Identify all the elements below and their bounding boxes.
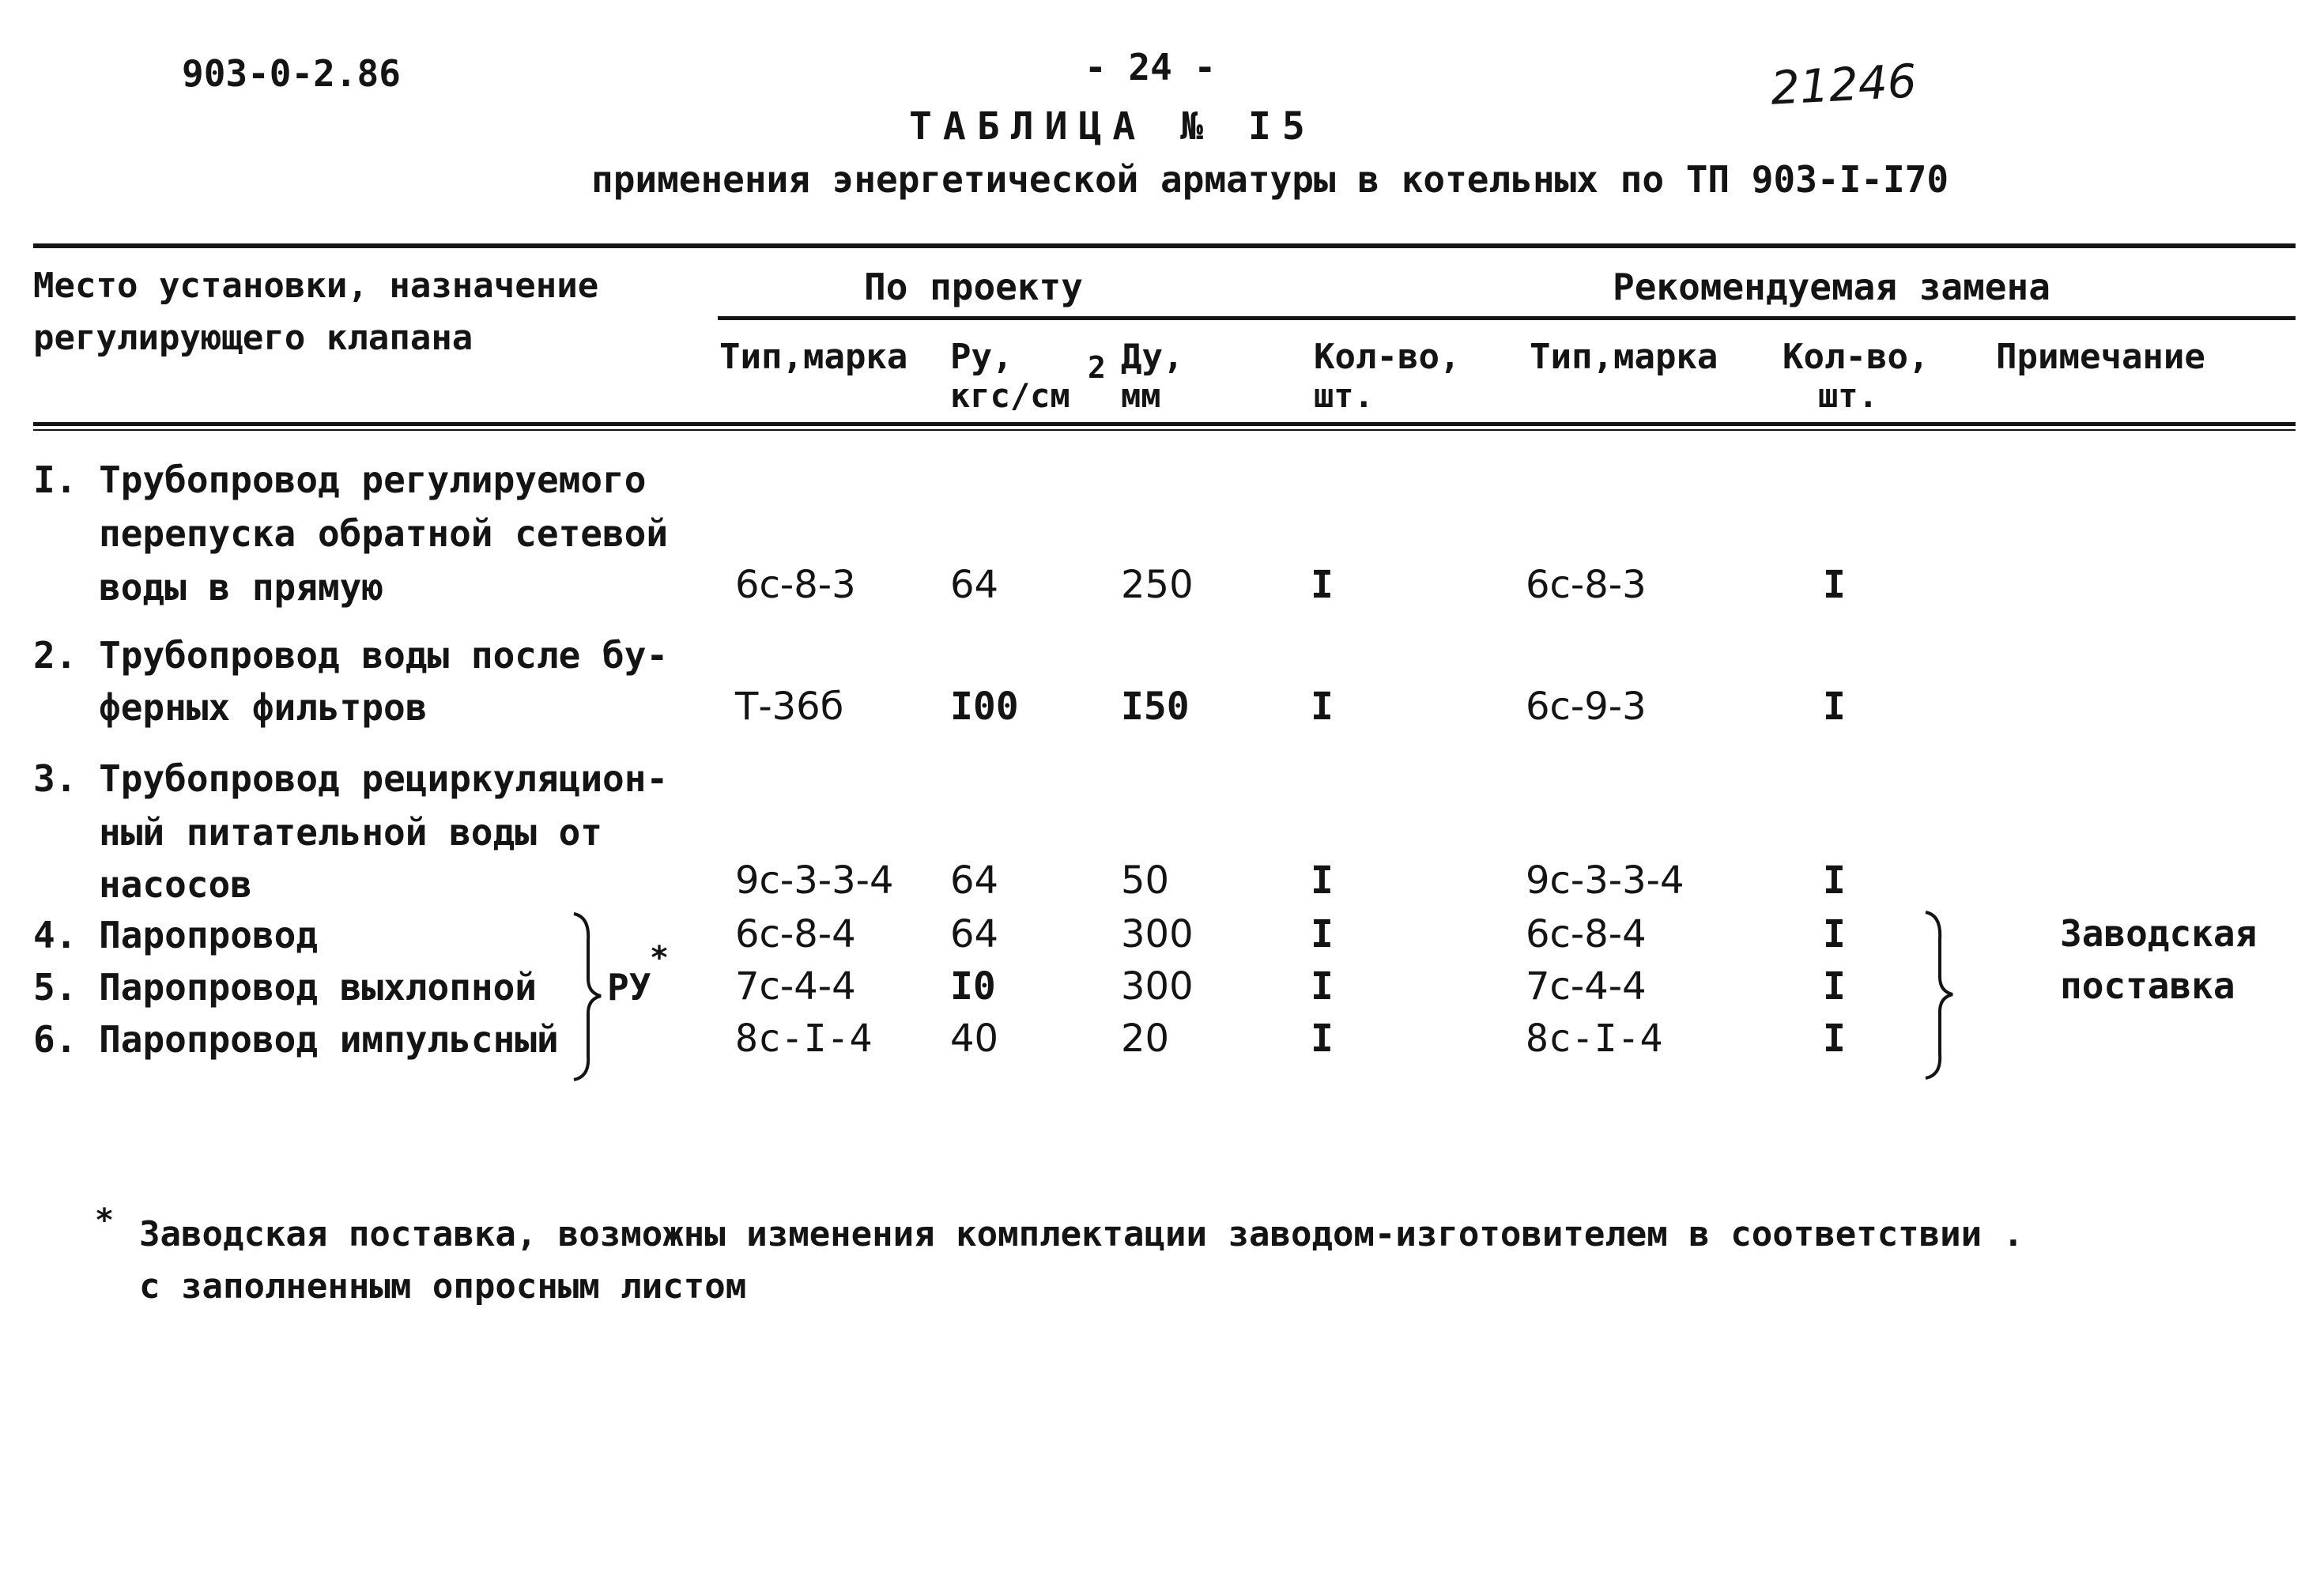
row1-pressure: 64: [950, 563, 999, 607]
header-qty-line1: Кол-во,: [1314, 337, 1461, 377]
row1-desc-line2: перепуска обратной сетевой: [99, 512, 669, 555]
row4-qty: I: [1311, 912, 1334, 956]
row2-diameter: I50: [1121, 685, 1190, 729]
table-title: ТАБЛИЦА № I5: [909, 104, 1316, 149]
header-diameter-line1: Ду,: [1121, 337, 1184, 377]
header-pressure-line2: кгс/см: [950, 376, 1070, 415]
header-qty2-line2: шт.: [1818, 376, 1878, 415]
row5-qty: I: [1311, 964, 1334, 1009]
row5-type: 7с-4-4: [735, 964, 856, 1009]
row3-qty: I: [1311, 858, 1334, 903]
row3-diameter: 50: [1121, 858, 1170, 903]
footnote-line2: с заполненным опросным листом: [139, 1266, 747, 1307]
document-code: 903-0-2.86: [182, 52, 401, 95]
row3-desc-line1: 3. Трубопровод рециркуляцион-: [33, 757, 669, 800]
header-type-mark-2: Тип,марка: [1530, 337, 1718, 377]
row6-desc: 6. Паропровод импульсный: [33, 1018, 559, 1061]
header-pressure-line1: Ру,: [950, 337, 1013, 377]
group-label-ru: РУ: [607, 966, 651, 1009]
row6-diameter: 20: [1121, 1017, 1170, 1061]
left-group-brace: [563, 909, 610, 1083]
header-bottom-rule-2: [33, 429, 2296, 431]
header-group-project: По проекту: [864, 266, 1083, 308]
row1-type: 6с-8-3: [735, 563, 856, 607]
header-qty-line2: шт.: [1314, 376, 1374, 415]
row5-desc: 5. Паропровод выхлопной: [33, 966, 537, 1009]
row6-qty2: I: [1823, 1017, 1846, 1061]
row1-qty2: I: [1823, 563, 1846, 607]
row4-diameter: 300: [1121, 912, 1194, 956]
row2-desc-line2: ферных фильтров: [99, 686, 428, 729]
header-group-replacement: Рекомендуемая замена: [1613, 266, 2050, 308]
header-pressure-superscript: 2: [1088, 350, 1106, 385]
footnote-asterisk: *: [95, 1202, 115, 1239]
row2-pressure: I00: [950, 685, 1019, 729]
header-type-mark: Тип,марка: [719, 337, 908, 377]
row2-type2: 6с-9-3: [1526, 685, 1647, 729]
row3-type: 9с-3-3-4: [735, 858, 894, 903]
page-number: - 24 -: [1085, 46, 1217, 89]
footnote-line1: Заводская поставка, возможны изменения комплектации заводом-изготовителем в соответствии .: [139, 1214, 2024, 1254]
row1-desc-line3: воды в прямую: [99, 566, 384, 609]
table-subtitle: применения энергетической арматуры в котельных по ТП 903-I-I70: [591, 158, 1949, 201]
table-top-rule: [33, 243, 2296, 248]
header-note: Примечание: [1996, 337, 2205, 377]
archive-number: 21246: [1769, 54, 1918, 115]
row1-diameter: 250: [1121, 563, 1194, 607]
row5-pressure: I0: [950, 964, 996, 1009]
row1-type2: 6с-8-3: [1526, 563, 1647, 607]
row6-type: 8с-I-4: [735, 1017, 873, 1061]
row4-qty2: I: [1823, 912, 1846, 956]
right-group-brace: [1915, 907, 1962, 1081]
header-group-rule: [718, 316, 2296, 320]
row5-qty2: I: [1823, 964, 1846, 1009]
row4-type: 6с-8-4: [735, 912, 856, 956]
row2-type: Т-36б: [735, 685, 844, 729]
row3-pressure: 64: [950, 858, 999, 903]
header-bottom-rule: [33, 422, 2296, 426]
row6-type2: 8с-I-4: [1526, 1017, 1663, 1061]
row4-type2: 6с-8-4: [1526, 912, 1647, 956]
header-diameter-line2: мм: [1121, 376, 1161, 415]
header-col-place-line1: Место установки, назначение: [33, 266, 599, 306]
row6-qty: I: [1311, 1017, 1334, 1061]
row5-diameter: 300: [1121, 964, 1194, 1009]
row4-pressure: 64: [950, 912, 999, 956]
header-col-place-line2: регулирующего клапана: [33, 318, 473, 358]
group-asterisk: *: [650, 940, 670, 976]
row5-type2: 7с-4-4: [1526, 964, 1647, 1009]
row2-qty: I: [1311, 685, 1334, 729]
note-line2: поставка: [2060, 964, 2235, 1007]
row3-qty2: I: [1823, 858, 1846, 903]
row3-desc-line3: насосов: [99, 863, 252, 906]
row1-qty: I: [1311, 563, 1334, 607]
row4-desc: 4. Паропровод: [33, 914, 319, 956]
row1-desc-line1: I. Трубопровод регулируемого: [33, 458, 647, 501]
row6-pressure: 40: [950, 1017, 999, 1061]
row2-desc-line1: 2. Трубопровод воды после бу-: [33, 634, 669, 677]
row3-type2: 9с-3-3-4: [1526, 858, 1685, 903]
header-qty2-line1: Кол-во,: [1783, 337, 1930, 377]
row2-qty2: I: [1823, 685, 1846, 729]
row3-desc-line2: ный питательной воды от: [99, 811, 602, 854]
note-line1: Заводская: [2060, 912, 2258, 955]
